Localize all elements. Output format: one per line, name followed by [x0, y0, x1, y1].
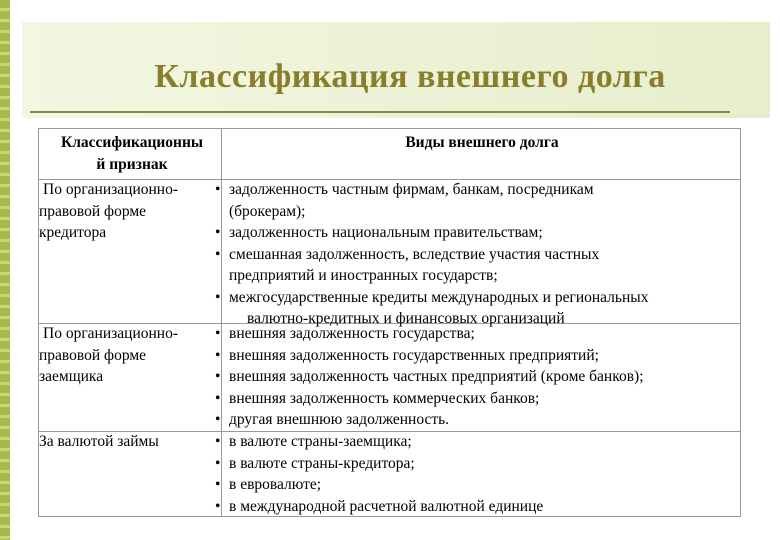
row-criterion: [39, 431, 219, 453]
list-item: • в валюте страны-заемщика;: [215, 433, 412, 450]
criterion-line: кредитора: [39, 224, 107, 241]
list-item: • в международной расчетной валютной единице: [215, 497, 544, 515]
list-item: • задолженность национальным правительствам;: [215, 224, 543, 241]
criterion-line: По организационно-: [43, 181, 178, 198]
list-item: • внешняя задолженность коммерческих банков;: [215, 389, 540, 407]
header-types: Виды внешнего долга: [405, 134, 559, 151]
list-item: • межгосударственные кредиты международных и региональных валютно-кредитных и финансовых организаций: [215, 288, 649, 327]
row-criterion: [39, 179, 219, 244]
criterion-line: правовой форме: [39, 202, 147, 220]
list-item: • в валюте страны-кредитора;: [215, 454, 415, 472]
list-item: • задолженность частным фирмам, банкам, посредникам (брокерам);: [215, 181, 594, 220]
header-criterion: Классификационны й признак: [60, 134, 204, 173]
page-title: Классификация внешнего долга: [154, 58, 666, 95]
types-list: [215, 431, 740, 517]
criterion-line: заемщика: [39, 368, 104, 385]
list-item: • внешняя задолженность государства;: [215, 325, 475, 342]
list-item: • смешанная задолженность, вследствие участия частных предприятий и иностранных государств;: [215, 245, 600, 284]
list-item: • внешняя задолженность частных предприятий (кроме банков);: [215, 368, 644, 385]
criterion-line: правовой форме: [39, 346, 147, 364]
criterion-line: За валютой займы: [39, 433, 159, 450]
types-list: [215, 179, 740, 330]
types-list: [215, 323, 740, 431]
title-underline: [30, 111, 730, 113]
list-item: • другая внешнюю задолженность.: [215, 411, 450, 428]
classification-table: [38, 128, 741, 517]
row-criterion: [39, 323, 219, 388]
list-item: • в евровалюте;: [215, 476, 322, 493]
list-item: • внешняя задолженность государственных предприятий;: [215, 346, 599, 364]
criterion-line: По организационно-: [43, 325, 178, 342]
